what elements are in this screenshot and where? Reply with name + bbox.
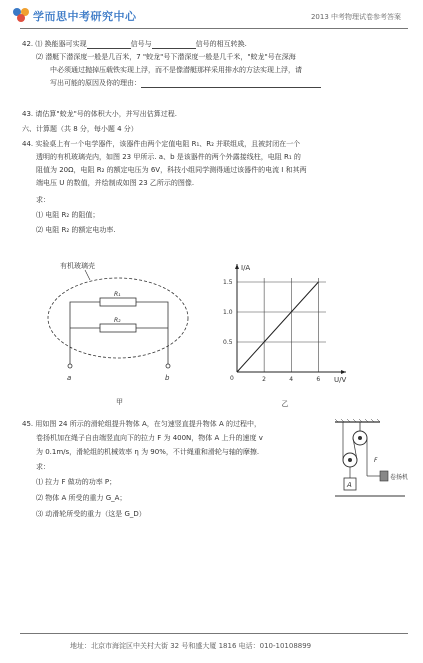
winch-drum [380, 471, 388, 481]
object-a-label: A [347, 481, 352, 489]
figure-23b-caption: 乙 [281, 400, 289, 408]
chart-series [237, 282, 318, 372]
chart-ylabel: I/A [241, 264, 251, 272]
y-tick-label: 1.5 [223, 279, 233, 286]
q42-line4-text: 写出可能的原因及你的理由： [50, 79, 141, 87]
chart-xlabel: U/V [334, 376, 347, 384]
chart-ticks [223, 279, 320, 383]
figure-23a-caption: 甲 [116, 398, 123, 406]
winch-label: 卷扬机 [390, 474, 409, 481]
force-f-label: F [374, 457, 378, 464]
q42-blank-2[interactable] [152, 40, 196, 49]
q42-line1 [22, 40, 247, 49]
q42-line3: 中必须通过抛掉压载铁实现上浮，而不是像潜艇那样采用排水的方法实现上浮，请 [50, 66, 302, 74]
x-axis-arrow [341, 370, 346, 374]
q45-line3: 为 0.1m/s，滑轮组的机械效率 η 为 90%，不计绳重和滑轮与轴的摩擦. [36, 448, 260, 456]
wire-left-top [70, 302, 100, 364]
r2-label: R₂ [114, 317, 121, 324]
moving-pulley-axle [348, 458, 352, 462]
q42-blank-1[interactable] [87, 40, 131, 49]
q42-line4 [50, 79, 321, 88]
q44-line1: 44. 实验桌上有一个电学器件，该器件由两个定值电阻 R₁、R₂ 并联组成，且被封闭在一个 [22, 140, 301, 148]
q44-ask: 求： [36, 196, 50, 204]
brand-name: 学而思中考研究中心 [33, 10, 137, 23]
y-axis-arrow [235, 264, 239, 269]
q45-line2: 卷扬机加在绳子自由端竖直向下的拉力 F 为 400N，物体 A 上升的速度 v [36, 434, 263, 442]
terminal-a-label: a [67, 374, 72, 382]
footer-divider [20, 633, 408, 634]
q44-line2: 透明的有机玻璃壳内，如图 23 甲所示. a、b 是该器件的两个外露接线柱，电阻 R₁ 的 [36, 153, 301, 161]
x-tick-label: 6 [316, 376, 321, 383]
q45-ask: 求： [36, 463, 50, 471]
q42-part3: 信号的相互转换. [195, 40, 247, 48]
page-header [0, 0, 423, 30]
chart-axes [235, 264, 346, 374]
q44-line3: 阻值为 20Ω，电阻 R₂ 的额定电压为 6V，科技小组同学测得通过该器件的电流 I 和其两 [36, 166, 307, 174]
q42-part2: 信号与 [130, 40, 152, 48]
terminal-b [166, 364, 170, 368]
terminal-b-label: b [165, 374, 170, 382]
q45-sub2: ⑵ 物体 A 所受的重力 G_A； [36, 494, 127, 502]
shell-label: 有机玻璃壳 [60, 262, 95, 270]
header-title: 2013 中考物理试卷参考答案 [310, 13, 401, 21]
series-line [237, 282, 318, 372]
r1-label: R₁ [114, 291, 121, 298]
figure-23b-chart [215, 262, 365, 412]
figure-23a-circuit [40, 258, 200, 408]
q42-part1: 42. ⑴ 换能器可实现 [22, 40, 87, 48]
q44-line4: 端电压 U 的数值，并绘制成如图 23 乙所示的图像. [36, 179, 195, 187]
q42-line2: ⑵ 潜艇下潜深度一般是几百米，7 "蛟龙"号下潜深度一般是几千米，"蛟龙"号在深海 [36, 53, 296, 61]
wire-right-top [136, 302, 168, 364]
q45-line1: 45. 用如图 24 所示的滑轮组提升物体 A，在匀速竖直提升物体 A 的过程中， [22, 420, 261, 428]
figure-24-pulley [330, 418, 410, 503]
x-tick-label: 2 [262, 376, 266, 383]
section6-heading: 六、计算题（共 8 分，每小题 4 分） [22, 125, 138, 133]
q44-sub2: ⑵ 电阻 R₂ 的额定电功率. [36, 226, 116, 234]
resistor-r2 [100, 324, 136, 332]
q43-text: 43. 请估算"蛟龙"号的体积大小，并写出估算过程. [22, 110, 178, 118]
x-tick-label: 4 [289, 376, 294, 383]
shell-pointer [85, 270, 90, 280]
resistor-r1 [100, 298, 136, 306]
header-divider [20, 28, 408, 29]
q45-sub1: ⑴ 拉力 F 做功的功率 P； [36, 478, 117, 486]
fixed-pulley-axle [358, 436, 362, 440]
chart-origin-label: 0 [230, 375, 234, 382]
q44-sub1: ⑴ 电阻 R₂ 的阻值； [36, 211, 100, 219]
q45-sub3: ⑶ 动滑轮所受的重力（这是 G_D） [36, 510, 146, 518]
y-tick-label: 0.5 [223, 339, 233, 346]
terminal-a [68, 364, 72, 368]
footer-text: 地址：北京市海淀区中关村大街 32 号和盛大厦 1816 电话：010-10108899 [70, 642, 312, 650]
logo-icon [12, 7, 30, 23]
y-tick-label: 1.0 [223, 309, 233, 316]
q42-answer-blank[interactable] [141, 79, 321, 88]
